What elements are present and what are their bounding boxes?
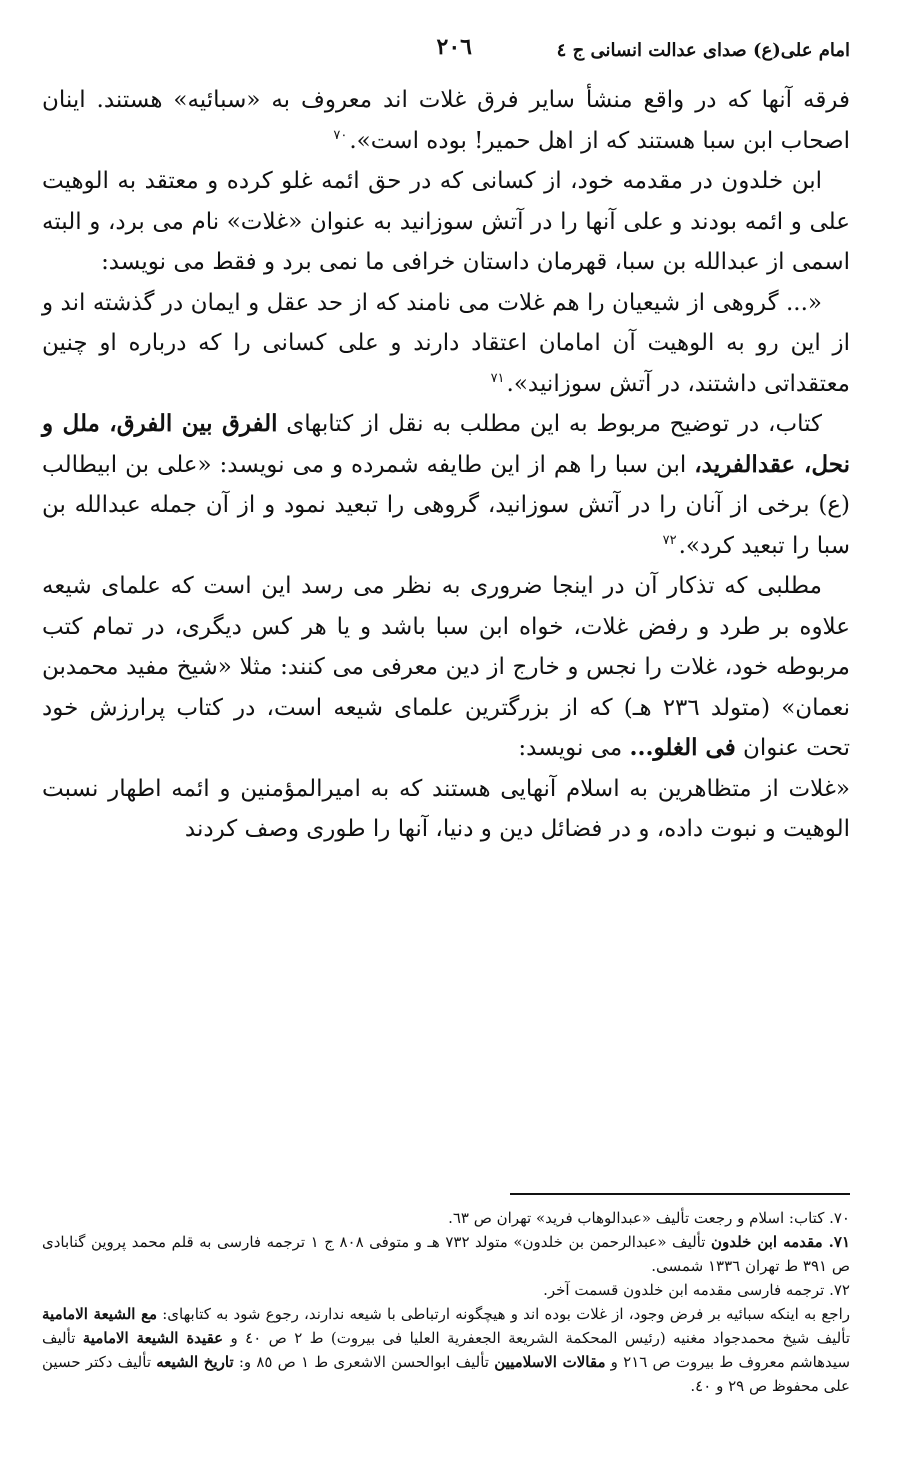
book-title-fi-al-ghuluw: فی الغلو... [629,734,736,761]
footnote-note-text-5: تألیف دکتر حسین علی محفوظ ص ٢٩ و ٤٠. [42,1353,850,1395]
paragraph-2 [42,161,850,283]
footnotes [42,1206,850,1398]
book-title-aqidat-al-shia: عقیدة الشیعة الامامیة [82,1329,224,1347]
quote-3-text: «... گروهی از شیعیان را هم غلات می نامند که از حد عقل و ایمان در گذشته اند و از این رو به الوهیت آن امامان اعتقاد دارند و علی کسانی را که درباره او چنین معتقداتی داشتند، در آتش سوزانید». [42,289,850,397]
footnote-note [42,1302,850,1398]
page-number: ٢٠٦ [436,34,472,60]
book-title-tarikh-al-shia: تاریخ الشیعه [156,1353,234,1371]
footnote-note-text-1: راجع به اینکه سبائیه بر فرض وجود، از غلات بوده اند و هیچگونه ارتباطی با شیعه ندارند، رجوع شود به کتابهای: [157,1305,850,1323]
paragraph-4-text-b: ابن سبا را هم از این طایفه شمرده و می نویسد: «علی بن ابیطالب (ع) برخی از آنان را در آتش سوزانید، گروهی را تبعید نمود و از آن جمله عبدالله بن سبا را تبعید کرد». [42,451,850,559]
footnote-71 [42,1230,850,1278]
footnote-71-title: ٧١. مقدمه ابن خلدون [710,1233,851,1251]
footnote-ref-70: ٧٠ [333,127,348,143]
quote-6-text: «غلات از متظاهرین به اسلام آنهایی هستند که به امیرالمؤمنین و ائمه اطهار نسبت الوهیت و نبوت داده، و در فضائل دین و دنیا، آنها را طوری وصف کردند [42,775,850,842]
footnote-70-text: ٧٠. کتاب: اسلام و رجعت تألیف «عبدالوهاب فرید» تهران ص ٦٣. [448,1209,850,1227]
document-page [42,30,850,1450]
page-header [42,30,850,80]
footnote-note-text-2: تألیف شیخ محمدجواد مغنیه (رئیس المحکمة الشریعة الجعفریة العلیا فی بیروت) ط ٢ ص ٤٠ و [223,1329,850,1347]
body-text [42,80,850,850]
paragraph-4 [42,404,850,566]
paragraph-5-text-a: مطلبی که تذکار آن در اینجا ضروری به نظر می رسد این است که علمای شیعه علاوه بر طرد و رفض غلات، خواه ابن سبا باشد و یا هر کس دیگری، در تمام کتب مربوطه خود، غلات را نجس و خارج از دین معرفی می کنند: مثلا «شیخ مفید محمدبن نعمان» (متولد ٢٣٦ هـ) که از بزرگترین علمای شیعه است، در کتاب پرارزش خود تحت عنوان [42,573,850,761]
footnote-note-text-4: تألیف ابوالحسن الاشعری ط ١ ص ٨٥ و: [233,1353,495,1371]
footnote-71-text: تألیف «عبدالرحمن بن خلدون» متولد ٧٣٢ هـ و متوفی ٨٠٨ ج ١ ترجمه فارسی به قلم محمد پروین گنابادی ص ٣٩١ ط تهران ١٣٣٦ شمسی. [42,1233,850,1275]
footnote-70 [42,1206,850,1230]
paragraph-4-text-a: کتاب، در توضیح مربوط به این مطلب به نقل از کتابهای [277,411,822,437]
book-title-maqalat: مقالات الاسلامیین [494,1353,606,1371]
quote-paragraph-6 [42,769,850,850]
paragraph-2-text: ابن خلدون در مقدمه خود، از کسانی که در حق ائمه غلو کرده و معتقد به الوهیت علی و ائمه بودند و علی آنها را در آتش سوزانید به عنوان «غلات» نام می برد، و البته اسمی از عبدالله بن سبا، قهرمان داستان خرافی ما نمی برد و فقط می نویسد: [42,168,850,275]
footnote-note-text-3: تألیف سیدهاشم معروف ط بیروت ص ٢١٦ و [42,1329,851,1371]
book-title-ma-al-shia: مع الشیعة الامامیة [42,1305,158,1323]
paragraph-5 [42,566,850,769]
paragraph-5-text-b: می نویسد: [518,735,630,761]
quote-paragraph-3 [42,283,850,405]
footnote-72-text: ٧٢. ترجمه فارسی مقدمه ابن خلدون قسمت آخر. [543,1281,850,1299]
running-title: امام علی(ع) صدای عدالت انسانی ج ٤ [556,40,850,61]
footnote-ref-72: ٧٢ [662,532,677,548]
paragraph-1 [42,80,850,161]
footnote-ref-71: ٧١ [490,370,505,386]
footnote-divider [510,1193,850,1195]
paragraph-1-text: فرقه آنها که در واقع منشأ سایر فرق غلات اند معروف به «سبائیه» هستند. اینان اصحاب ابن سبا هستند که از اهل حمیر! بوده است». [42,87,850,154]
book-titles-bold: الفرق بین الفرق، ملل و نحل، عقدالفرید، [42,410,850,478]
footnote-72 [42,1278,850,1302]
